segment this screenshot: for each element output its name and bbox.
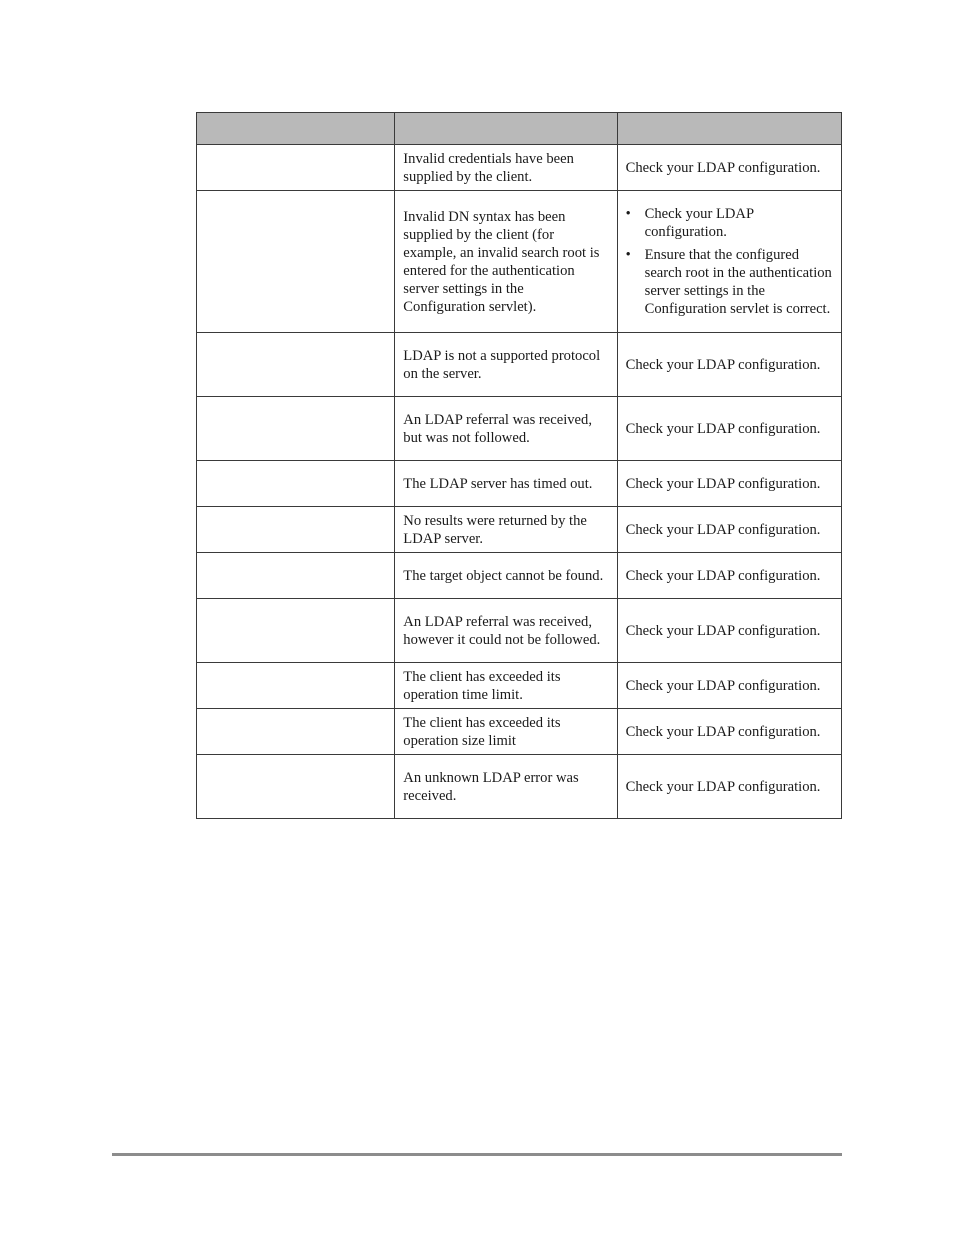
- table-row: [197, 553, 842, 599]
- description-text: The LDAP server has timed out.: [403, 475, 593, 492]
- header-cell-error: [197, 113, 395, 145]
- description-text: An LDAP referral was received, however it could not be followed.: [403, 613, 601, 648]
- table-row: [197, 397, 842, 461]
- description-text: No results were returned by the LDAP server.: [403, 512, 587, 547]
- table-row: [197, 507, 842, 553]
- action-text: Check your LDAP configuration.: [625, 723, 821, 740]
- error-cell: [197, 461, 395, 507]
- description-cell: [395, 507, 617, 553]
- action-text: Check your LDAP configuration.: [625, 475, 821, 492]
- action-text: Check your LDAP configuration.: [625, 356, 821, 373]
- description-text: Invalid credentials have been supplied by the client.: [403, 150, 574, 185]
- error-cell: [197, 145, 395, 191]
- action-bullet-list: [626, 205, 833, 318]
- action-cell: [617, 461, 841, 507]
- bullet-icon: •: [625, 247, 631, 263]
- table-row: [197, 333, 842, 397]
- error-cell: [197, 333, 395, 397]
- table-row: [197, 709, 842, 755]
- action-text: Check your LDAP configuration.: [625, 159, 821, 176]
- table-row: [197, 191, 842, 333]
- error-cell: [197, 507, 395, 553]
- description-cell: [395, 663, 617, 709]
- error-cell: [197, 553, 395, 599]
- description-text: Invalid DN syntax has been supplied by the client (for example, an invalid search root is entered for the authentication server settings in the Configuration servlet).: [403, 208, 600, 315]
- action-text: Check your LDAP configuration.: [625, 567, 821, 584]
- action-text: Check your LDAP configuration.: [644, 206, 754, 240]
- description-cell: [395, 755, 617, 819]
- error-cell: [197, 755, 395, 819]
- table-row: [197, 599, 842, 663]
- action-cell: [617, 755, 841, 819]
- table-row: [197, 145, 842, 191]
- table-header-row: [197, 113, 842, 145]
- action-cell: [617, 599, 841, 663]
- description-cell: [395, 709, 617, 755]
- action-text: Check your LDAP configuration.: [625, 521, 821, 538]
- description-text: The client has exceeded its operation size limit: [403, 714, 561, 749]
- action-text: Check your LDAP configuration.: [625, 420, 821, 437]
- header-cell-description: [395, 113, 617, 145]
- description-cell: [395, 461, 617, 507]
- action-text: Check your LDAP configuration.: [625, 622, 821, 639]
- action-cell: [617, 191, 841, 333]
- description-cell: [395, 145, 617, 191]
- action-text: Check your LDAP configuration.: [625, 677, 821, 694]
- description-text: An LDAP referral was received, but was not followed.: [403, 411, 592, 446]
- description-cell: [395, 553, 617, 599]
- action-cell: [617, 507, 841, 553]
- description-text: The client has exceeded its operation time limit.: [403, 668, 561, 703]
- description-text: The target object cannot be found.: [403, 567, 604, 584]
- table-row: [197, 663, 842, 709]
- action-text: Check your LDAP configuration.: [625, 778, 821, 795]
- error-cell: [197, 599, 395, 663]
- header-cell-action: [617, 113, 841, 145]
- error-table: [196, 112, 842, 819]
- description-cell: [395, 397, 617, 461]
- description-cell: [395, 333, 617, 397]
- table-row: [197, 461, 842, 507]
- error-cell: [197, 709, 395, 755]
- error-cell: [197, 397, 395, 461]
- error-cell: [197, 663, 395, 709]
- action-bullet-item: [625, 246, 833, 318]
- action-cell: [617, 553, 841, 599]
- description-text: LDAP is not a supported protocol on the server.: [403, 347, 601, 382]
- action-bullet-item: [625, 205, 833, 241]
- error-cell: [197, 191, 395, 333]
- description-cell: [395, 599, 617, 663]
- description-cell: [395, 191, 617, 333]
- description-text: An unknown LDAP error was received.: [403, 769, 579, 804]
- bullet-icon: •: [625, 206, 631, 222]
- action-cell: [617, 333, 841, 397]
- action-cell: [617, 709, 841, 755]
- action-text: Ensure that the configured search root in the authentication server settings in the Configuration servlet is correct.: [644, 247, 832, 317]
- footer-rule: [112, 1153, 842, 1156]
- table-row: [197, 755, 842, 819]
- action-cell: [617, 663, 841, 709]
- action-cell: [617, 397, 841, 461]
- action-cell: [617, 145, 841, 191]
